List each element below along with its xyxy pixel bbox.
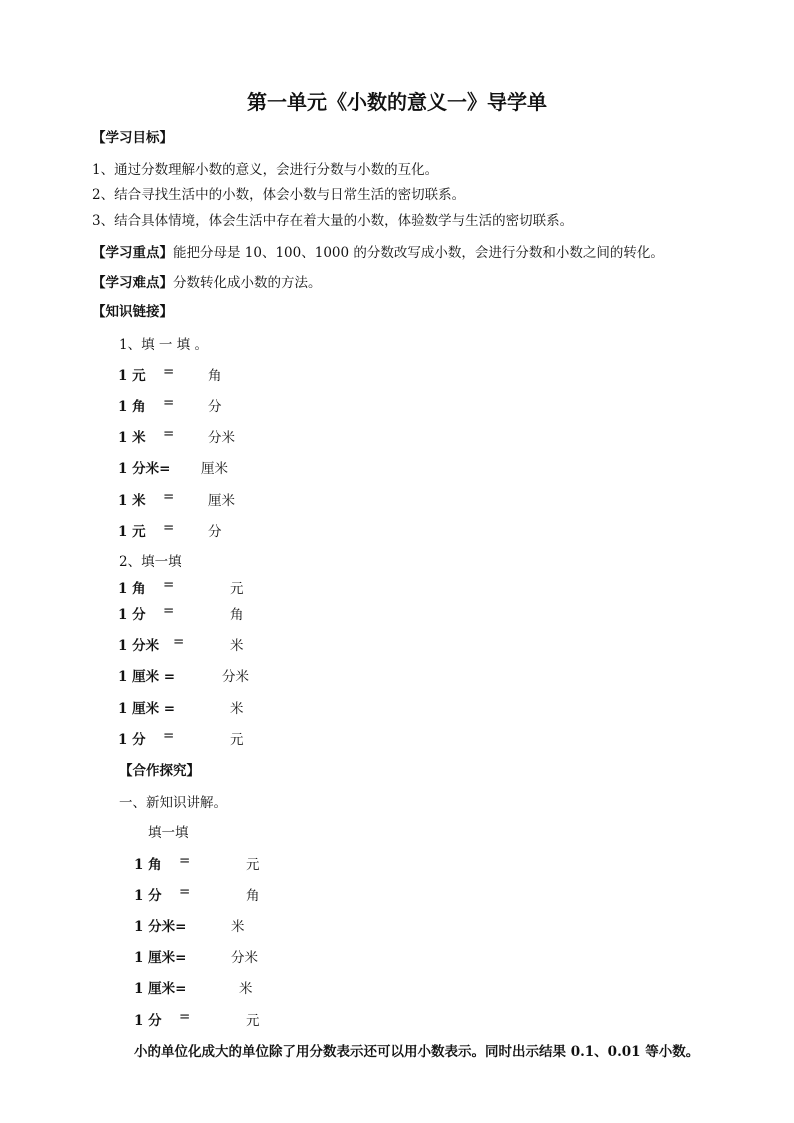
explore-row-equals: = — [179, 1009, 191, 1025]
explore-row-label: 1 分 — [134, 1013, 162, 1029]
knowledge-part1-row-unit: 分 — [208, 524, 222, 540]
knowledge-part2-row-unit: 角 — [230, 607, 244, 623]
knowledge-part1-row-unit: 分米 — [208, 430, 235, 446]
explore-row-label: 1 厘米= — [134, 981, 187, 997]
explore-row-unit: 分米 — [231, 950, 258, 966]
knowledge-part2-row-label: 1 厘米 = — [118, 701, 176, 717]
difficulty-label: 【学习难点】 — [92, 275, 173, 291]
explore-row-unit: 米 — [231, 919, 245, 935]
explore-section: 一、新知识讲解。 — [119, 795, 227, 811]
knowledge-part2-row-equals: = — [163, 577, 175, 593]
knowledge-part2-row-unit: 米 — [230, 701, 244, 717]
explore-heading: 【合作探究】 — [119, 763, 200, 779]
knowledge-part1-row-unit: 分 — [208, 399, 222, 415]
page-title: 第一单元《小数的意义一》导学单 — [247, 90, 547, 114]
knowledge-part1-row-unit: 角 — [208, 368, 222, 384]
key-point-label: 【学习重点】 — [92, 245, 173, 261]
knowledge-part2-row-equals: = — [173, 634, 185, 650]
explore-conclusion: 小的单位化成大的单位除了用分数表示还可以用小数表示。同时出示结果 0.1、0.01 等小数。 — [134, 1044, 700, 1060]
key-point-text: 能把分母是 10、100、1000 的分数改写成小数，会进行分数和小数之间的转化。 — [173, 245, 664, 261]
knowledge-part2-row-equals: = — [163, 728, 175, 744]
explore-row-equals: = — [179, 853, 191, 869]
knowledge-part1-row-equals: = — [163, 364, 175, 380]
knowledge-part1-row-label: 1 元 — [118, 524, 146, 540]
knowledge-part1-row-equals: = — [163, 489, 175, 505]
knowledge-part1-row-equals: = — [163, 426, 175, 442]
explore-row-unit: 元 — [246, 1013, 260, 1029]
knowledge-part1-row-label: 1 米 — [118, 493, 146, 509]
knowledge-part2-row-unit: 元 — [230, 732, 244, 748]
goals-heading: 【学习目标】 — [92, 130, 173, 146]
goal-item-3: 3、结合具体情境，体会生活中存在着大量的小数，体验数学与生活的密切联系。 — [92, 213, 574, 229]
explore-row-unit: 米 — [239, 981, 253, 997]
knowledge-part2-row-label: 1 分 — [118, 732, 146, 748]
knowledge-part1-row-unit: 厘米 — [208, 493, 235, 509]
difficulty-text: 分数转化成小数的方法。 — [173, 275, 322, 291]
knowledge-part2-row-unit: 元 — [230, 581, 244, 597]
knowledge-part1-row-label: 1 元 — [118, 368, 146, 384]
knowledge-part2-row-label: 1 角 — [118, 581, 146, 597]
explore-row-equals: = — [179, 884, 191, 900]
explore-row-label: 1 分 — [134, 888, 162, 904]
explore-row-label: 1 角 — [134, 857, 162, 873]
knowledge-part1-title: 1、填 一 填 。 — [119, 337, 208, 353]
explore-row-unit: 角 — [246, 888, 260, 904]
goal-item-1: 1、通过分数理解小数的意义，会进行分数与小数的互化。 — [92, 162, 439, 178]
knowledge-part2-row-label: 1 厘米 = — [118, 669, 176, 685]
knowledge-part2-title: 2、填一填 — [119, 554, 182, 570]
knowledge-part1-row-equals: = — [163, 395, 175, 411]
explore-row-label: 1 分米= — [134, 919, 187, 935]
knowledge-part1-row-label: 1 角 — [118, 399, 146, 415]
knowledge-part1-row-label: 1 分米= — [118, 461, 171, 477]
knowledge-part2-row-equals: = — [163, 603, 175, 619]
knowledge-part2-row-unit: 米 — [230, 638, 244, 654]
difficulty — [92, 271, 322, 291]
knowledge-heading: 【知识链接】 — [92, 304, 173, 320]
knowledge-part1-row-equals: = — [163, 520, 175, 536]
knowledge-part1-row-label: 1 米 — [118, 430, 146, 446]
key-point — [92, 241, 664, 261]
knowledge-part1-row-unit: 厘米 — [201, 461, 228, 477]
goal-item-2: 2、结合寻找生活中的小数，体会小数与日常生活的密切联系。 — [92, 187, 466, 203]
explore-row-unit: 元 — [246, 857, 260, 873]
explore-subtitle: 填一填 — [148, 825, 189, 841]
explore-row-label: 1 厘米= — [134, 950, 187, 966]
knowledge-part2-row-unit: 分米 — [222, 669, 249, 685]
knowledge-part2-row-label: 1 分米 — [118, 638, 160, 654]
knowledge-part2-row-label: 1 分 — [118, 607, 146, 623]
